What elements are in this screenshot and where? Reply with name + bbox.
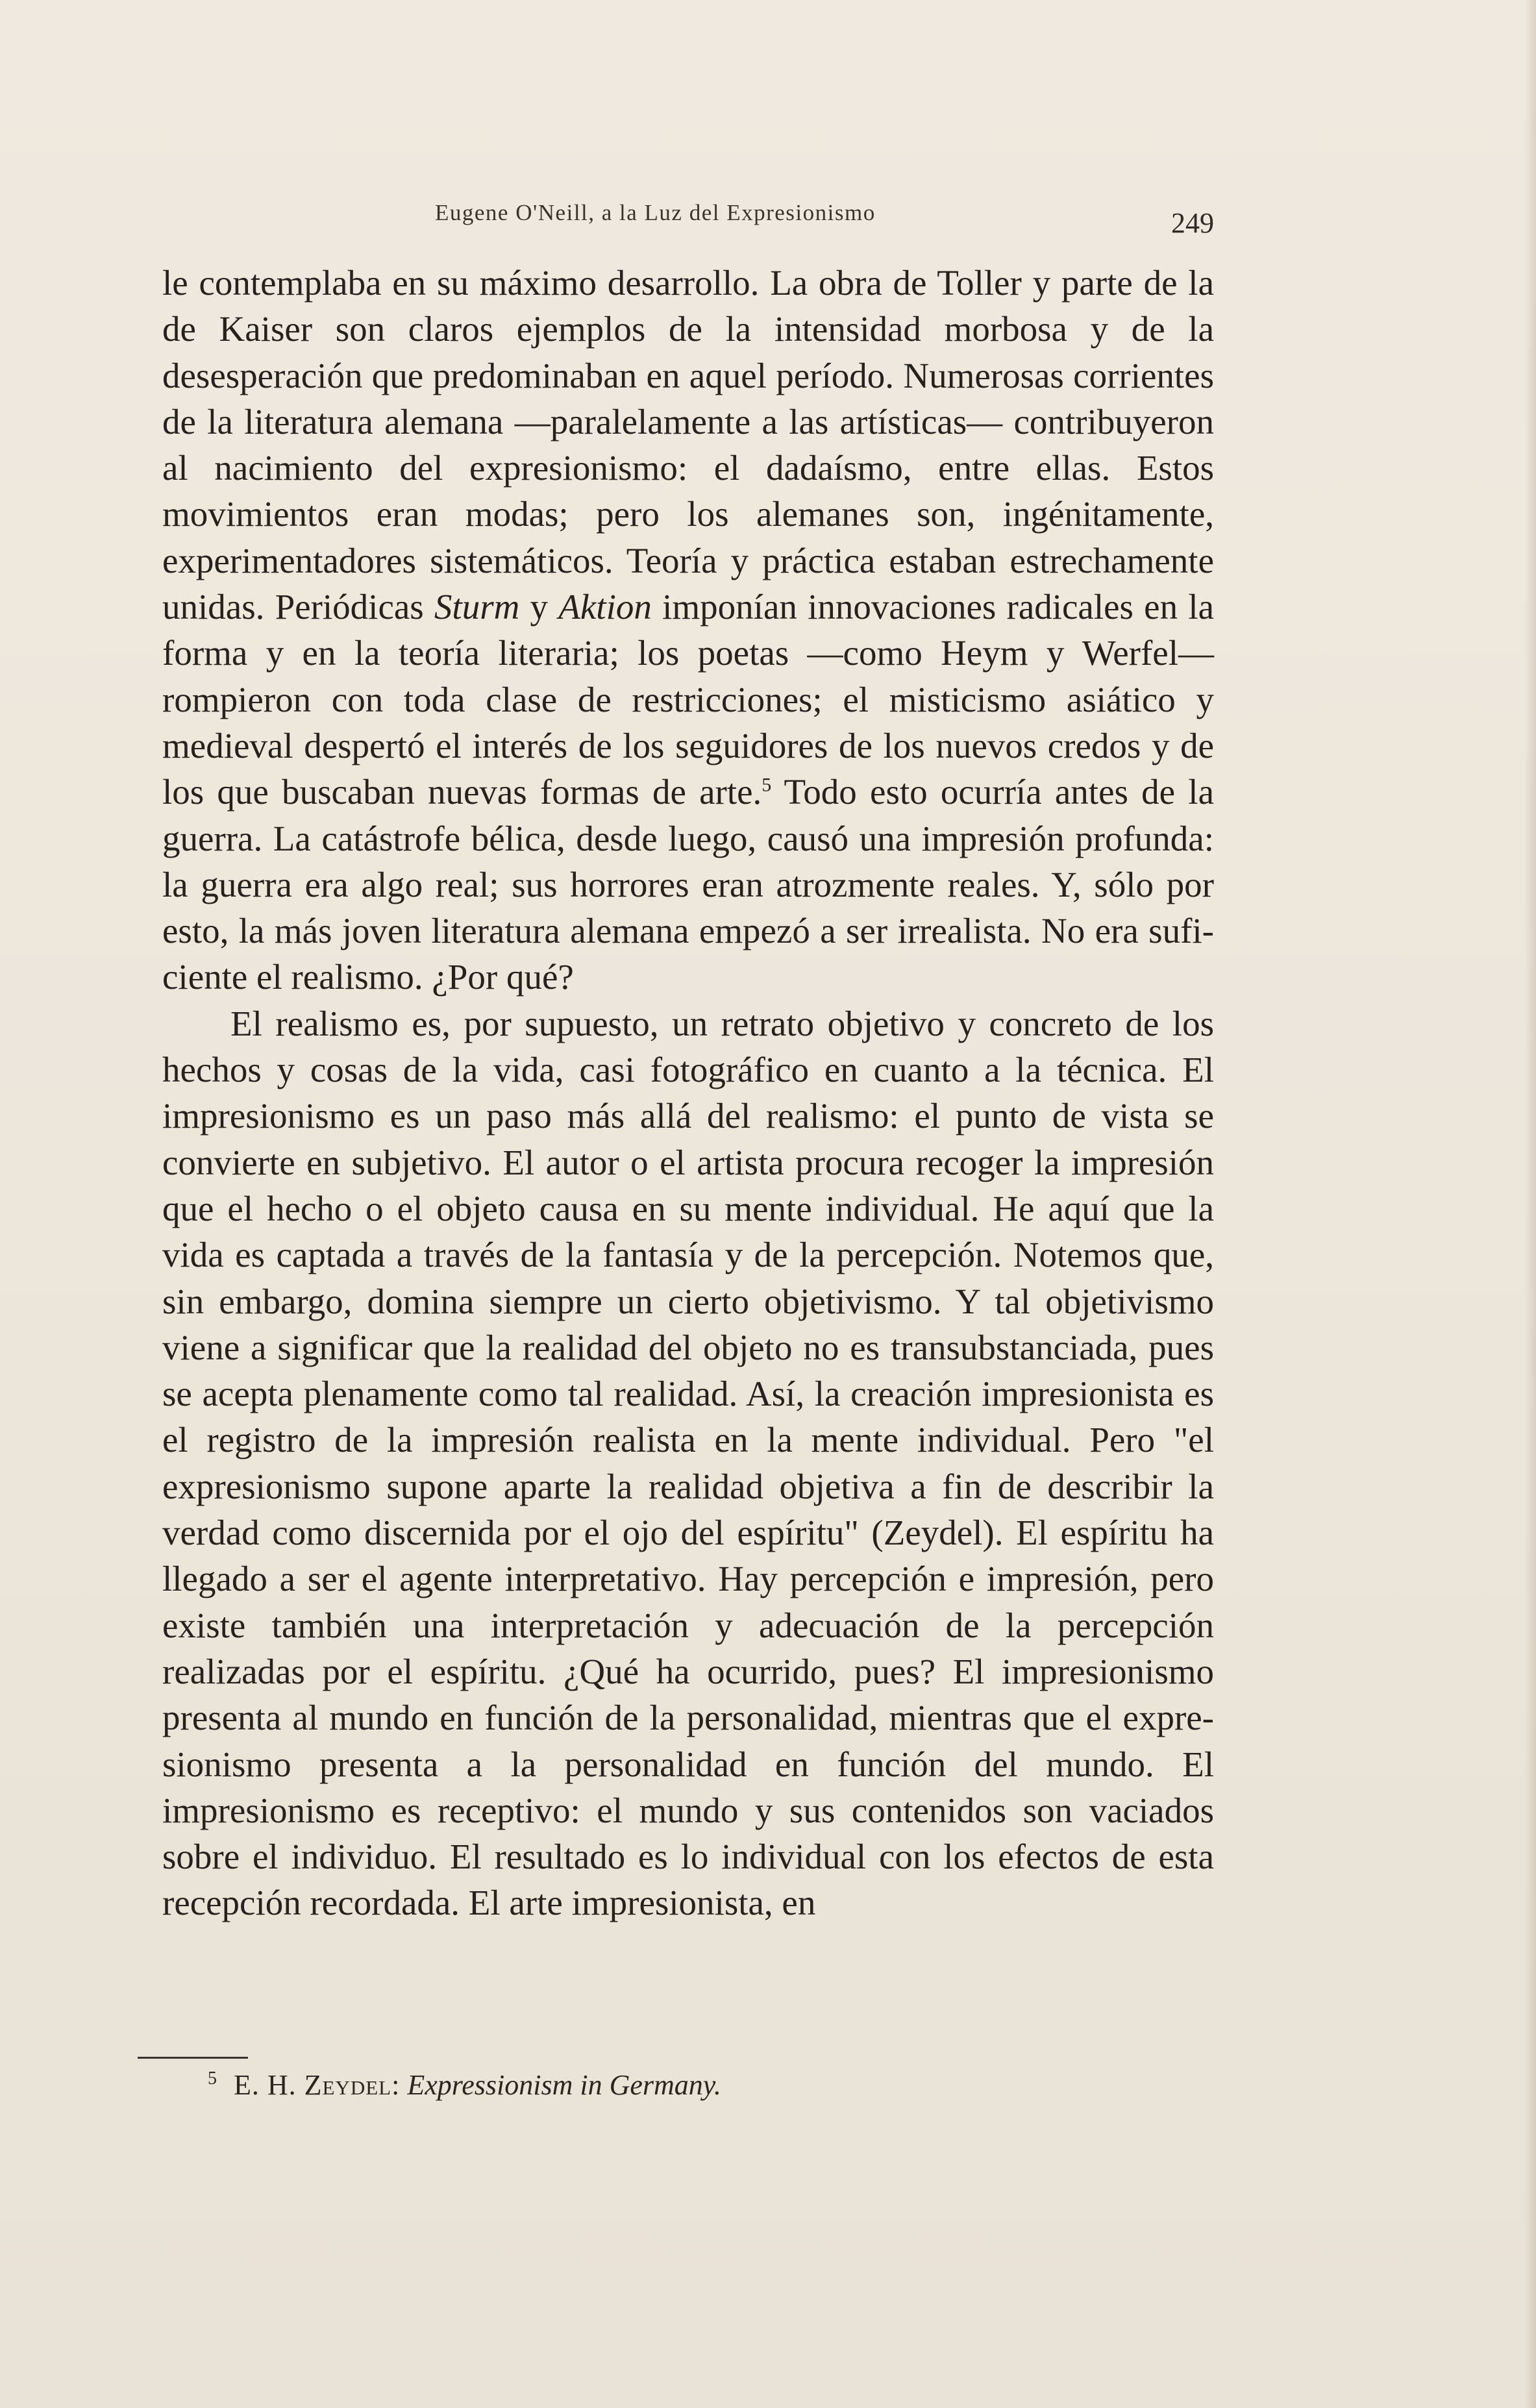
page-number: 249	[1171, 207, 1214, 239]
page-edge-shadow	[1524, 0, 1536, 2408]
footnote-reference[interactable]: 5	[762, 774, 772, 796]
page-header	[162, 193, 1214, 252]
paragraph-1-text-b: imponían innovaciones radicales en la forma y en la teoría literaria; los poetas —como Heym y Werfel— rompieron con toda clase de restricciones; el misticismo asiático y medieval despertó el interés de los seguidores de los nuevos credos y de los que buscaban nuevas formas de arte.	[162, 587, 1215, 812]
footnote-author: E. H. Zeydel:	[234, 2069, 401, 2101]
footnote-book-title: Expressionism in Germany.	[407, 2069, 721, 2101]
footnote-number: 5	[208, 2068, 217, 2089]
footnote-divider	[138, 2057, 248, 2059]
journal-title-sturm: Sturm	[434, 587, 520, 627]
journal-title-aktion: Aktion	[558, 587, 652, 627]
paragraph-1	[162, 260, 1214, 1000]
running-title: Eugene O'Neill, a la Luz del Expresionismo	[435, 200, 876, 225]
paragraph-1-conjunction: y	[519, 587, 559, 627]
paragraph-2: El realismo es, por supuesto, un retrato objetivo y concreto de los hechos y cosas de la vida, casi fotográfico en cuanto a la técnica. El impresionismo es un paso más allá del realismo: el punto de vista se convierte en subjetivo. El autor o el artista procura recoger la impresión que el hecho o el objeto causa en su mente individual. He aquí que la vida es captada a través de la fantasía y de la percepción. Notemos que, sin embargo, domina siempre un cierto objetivismo. Y tal objetivismo viene a significar que la realidad del objeto no es transubstanciada, pues se acepta plenamente como tal realidad. Así, la creación impresionista es el registro de la impresión realista en la mente individual. Pero "el expresionismo supone aparte la realidad objetiva a fin de describir la verdad como discernida por el ojo del espíritu" (Zeydel). El espíritu ha llegado a ser el agente interpretativo. Hay percepción e impresión, pero existe también una interpretación y adecuación de la percepción realizadas por el espíritu. ¿Qué ha ocurrido, pues? El impresionismo presenta al mundo en función de la personalidad, mientras que el expresionismo presenta a la personalidad en función del mundo. El impresionismo es receptivo: el mundo y sus contenidos son vaciados sobre el individuo. El resultado es lo individual con los efectos de esta recepción recordada. El arte impresionista, en	[162, 1003, 1214, 1923]
body-text	[162, 260, 1214, 1926]
paragraph-1-text-a: le contemplaba en su máximo desarrollo. La obra de Toller y parte de la de Kaiser son claros ejemplos de la intensidad morbosa y de la desesperación que predominaban en aquel período. Numerosas corrientes de la literatura alemana —paralelamente a las artísticas— contribuyeron al nacimiento del expresionismo: el dadaísmo, entre ellas. Estos movimientos eran modas; pero los alemanes son, ingénitamente, experimentadores sistemáticos. Teoría y práctica estaban estrechamente unidas. Periódicas	[162, 263, 1214, 627]
paragraph-1-text-c: Todo esto ocurría antes de la guerra. La catástrofe bélica, desde luego, causó una impresión profunda: la guerra era algo real; sus horrores eran atrozmente reales. Y, sólo por esto, la más joven literatura alemana empezó a ser irrealista. No era suficiente el realismo. ¿Por qué?	[162, 772, 1214, 997]
footnote	[208, 2068, 721, 2102]
